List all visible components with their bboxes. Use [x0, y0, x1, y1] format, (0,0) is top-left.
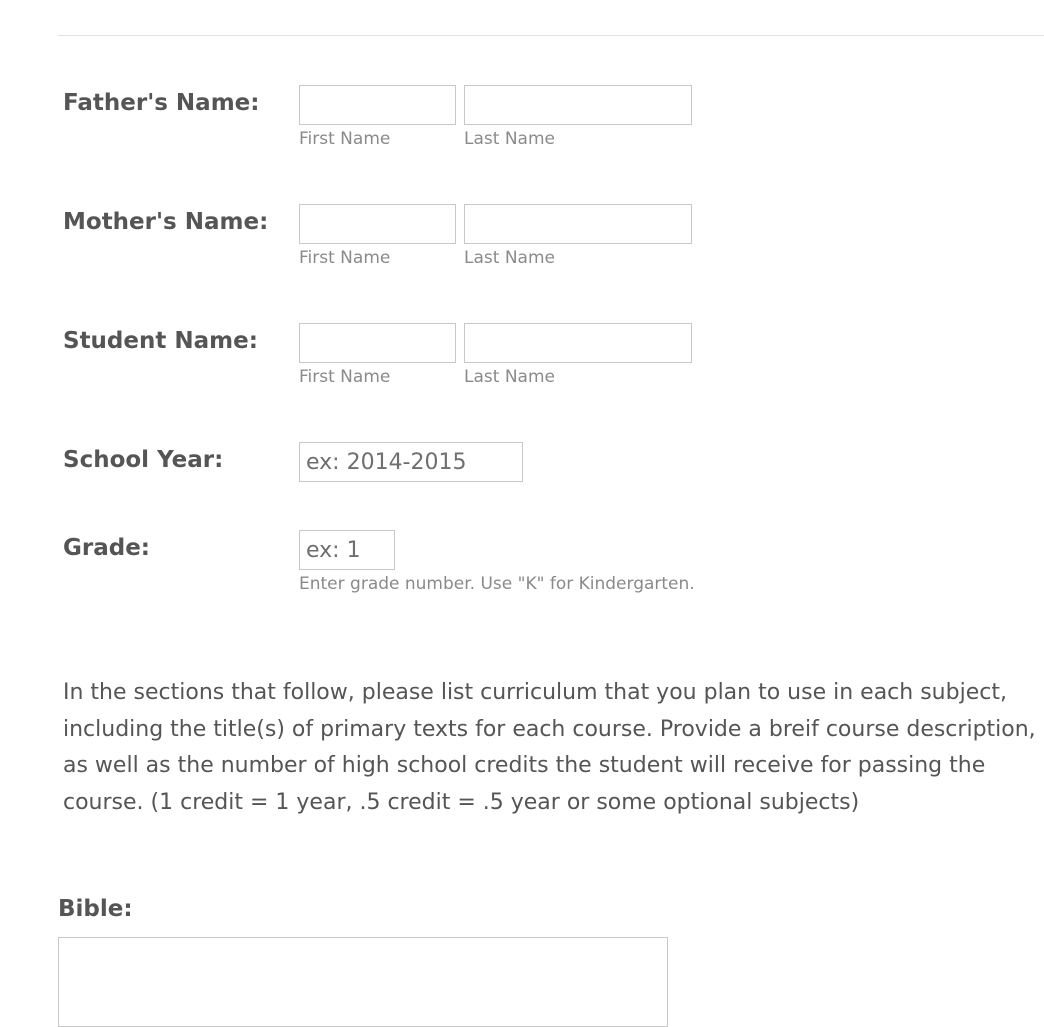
grade-hint: Enter grade number. Use "K" for Kindergarten. — [299, 574, 695, 594]
father-last-name-input[interactable] — [464, 85, 692, 125]
father-last-name-sublabel: Last Name — [464, 129, 555, 149]
school-year-input[interactable] — [299, 442, 523, 482]
mother-first-name-sublabel: First Name — [299, 248, 391, 268]
bible-label: Bible: — [58, 896, 133, 922]
student-first-name-input[interactable] — [299, 323, 456, 363]
mother-last-name-sublabel: Last Name — [464, 248, 555, 268]
mother-name-label: Mother's Name: — [63, 209, 269, 235]
father-name-label: Father's Name: — [63, 90, 260, 116]
curriculum-instructions: In the sections that follow, please list curriculum that you plan to use in each subject, including the title(s) of primary texts for each course. Provide a breif course description, as well as the number of high school credits the student will receive for passing the course. (1 credit = 1 year, .5 credit = .5 year or some optional subjects) — [63, 680, 1036, 815]
student-first-name-sublabel: First Name — [299, 367, 391, 387]
student-last-name-input[interactable] — [464, 323, 692, 363]
father-first-name-input[interactable] — [299, 85, 456, 125]
student-name-label: Student Name: — [63, 328, 258, 354]
student-last-name-sublabel: Last Name — [464, 367, 555, 387]
mother-last-name-input[interactable] — [464, 204, 692, 244]
father-first-name-sublabel: First Name — [299, 129, 391, 149]
school-year-label: School Year: — [63, 447, 224, 473]
section-divider — [58, 35, 1044, 36]
grade-input[interactable] — [299, 530, 395, 570]
bible-textarea[interactable] — [58, 937, 668, 1027]
grade-label: Grade: — [63, 535, 151, 561]
mother-first-name-input[interactable] — [299, 204, 456, 244]
